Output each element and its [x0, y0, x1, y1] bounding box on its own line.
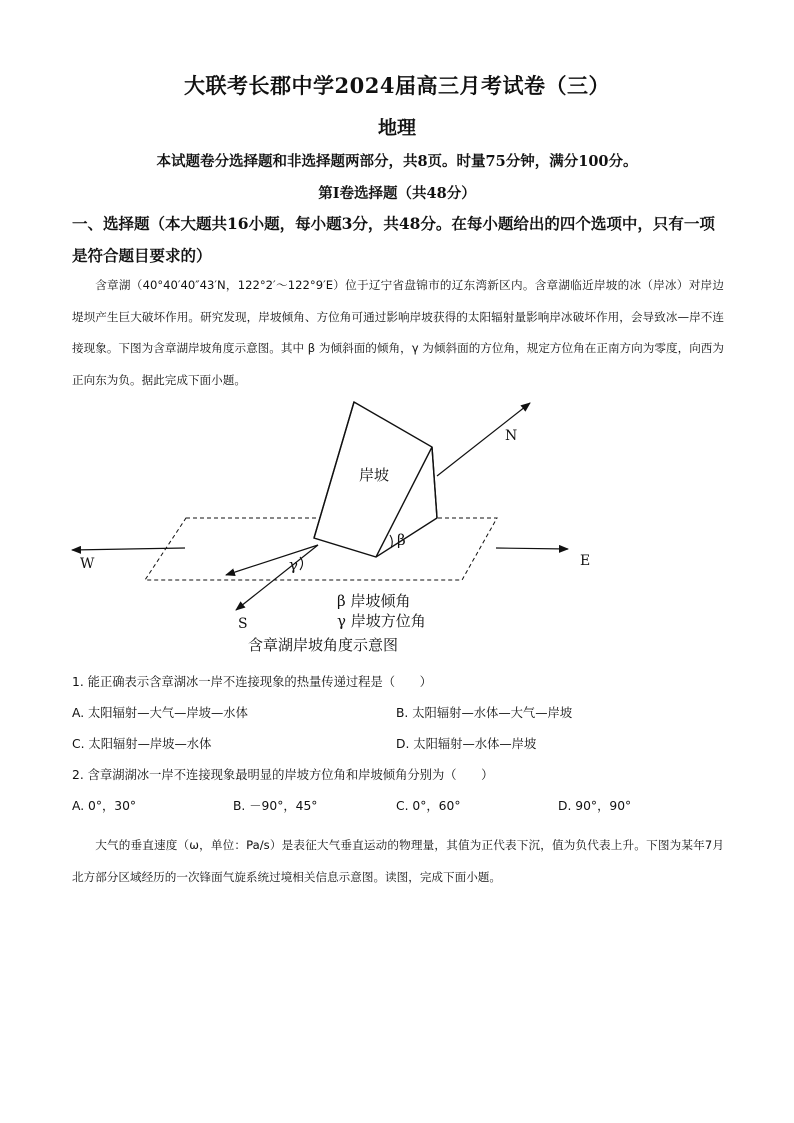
exam-title: 大联考长郡中学2024届高三月考试卷（三）	[184, 73, 610, 98]
south-arrow	[236, 545, 318, 610]
legend-gamma: γ 岸坡方位角	[337, 612, 426, 630]
normal-projection-arrow	[226, 545, 318, 575]
exam-instructions: 本试题卷分选择题和非选择题两部分，共8页。时量75分钟，满分100分。	[156, 153, 638, 170]
q1-option-c: C. 太阳辐射—岸坡—水体	[72, 737, 212, 751]
figure-caption: 含章湖岸坡角度示意图	[248, 636, 399, 654]
q2-option-c: C. 0°，60°	[396, 799, 461, 813]
q2-option-b: B. －90°，45°	[233, 799, 318, 813]
part-title: 第Ⅰ卷选择题（共48分）	[318, 185, 476, 202]
beta-label: β	[397, 531, 406, 549]
slope-label: 岸坡	[359, 466, 390, 484]
q1-option-d: D. 太阳辐射—水体—岸坡	[396, 737, 537, 751]
q2-option-d: D. 90°，90°	[558, 799, 632, 813]
gamma-label: γ	[289, 556, 298, 574]
section-heading: 一、选择题（本大题共16小题，每小题3分，共48分。在每小题给出的四个选项中，只有一项是符合题目要求的）	[72, 214, 715, 265]
west-label: W	[80, 556, 95, 572]
subject-title: 地理	[377, 117, 416, 139]
passage-2: 大气的垂直速度（ω，单位：Pa/s）是表征大气垂直运动的物理量，其值为正代表下沉，值为负代表上升。下图为某年7月北方部分区域经历的一次锋面气旋系统过境相关信息示意图。读图，完成下面小题。	[72, 838, 724, 884]
passage-1: 含章湖（40°40′40″43′N，122°2′～122°9′E）位于辽宁省盘锦市的辽东湾新区内。含章湖临近岸坡的冰（岸冰）对岸边堤坝产生巨大破坏作用。研究发现，岸坡倾角、方位角可通过影响岸坡获得的太阳辐射量影响岸冰破坏作用，会导致冰—岸不连接现象。下图为含章湖岸坡角度示意图。其中 β 为倾斜面的倾角，γ 为倾斜面的方位角，规定方位角在正南方向为零度，向西为正向东为负。据此完成下面小题。	[72, 278, 724, 387]
question-2-stem: 2. 含章湖湖冰一岸不连接现象最明显的岸坡方位角和岸坡倾角分别为（ ）	[72, 768, 494, 782]
q1-option-b: B. 太阳辐射—水体—大气—岸坡	[396, 706, 573, 720]
legend-beta: β 岸坡倾角	[337, 592, 411, 610]
north-label: N	[505, 428, 518, 444]
east-arrow	[496, 548, 568, 549]
east-label: E	[580, 553, 591, 569]
q1-option-a: A. 太阳辐射—大气—岸坡—水体	[72, 706, 248, 720]
south-label: S	[238, 616, 248, 632]
question-1-stem: 1. 能正确表示含章湖冰一岸不连接现象的热量传递过程是（ ）	[72, 675, 432, 689]
q2-option-a: A. 0°，30°	[72, 799, 137, 813]
west-arrow	[72, 548, 185, 550]
